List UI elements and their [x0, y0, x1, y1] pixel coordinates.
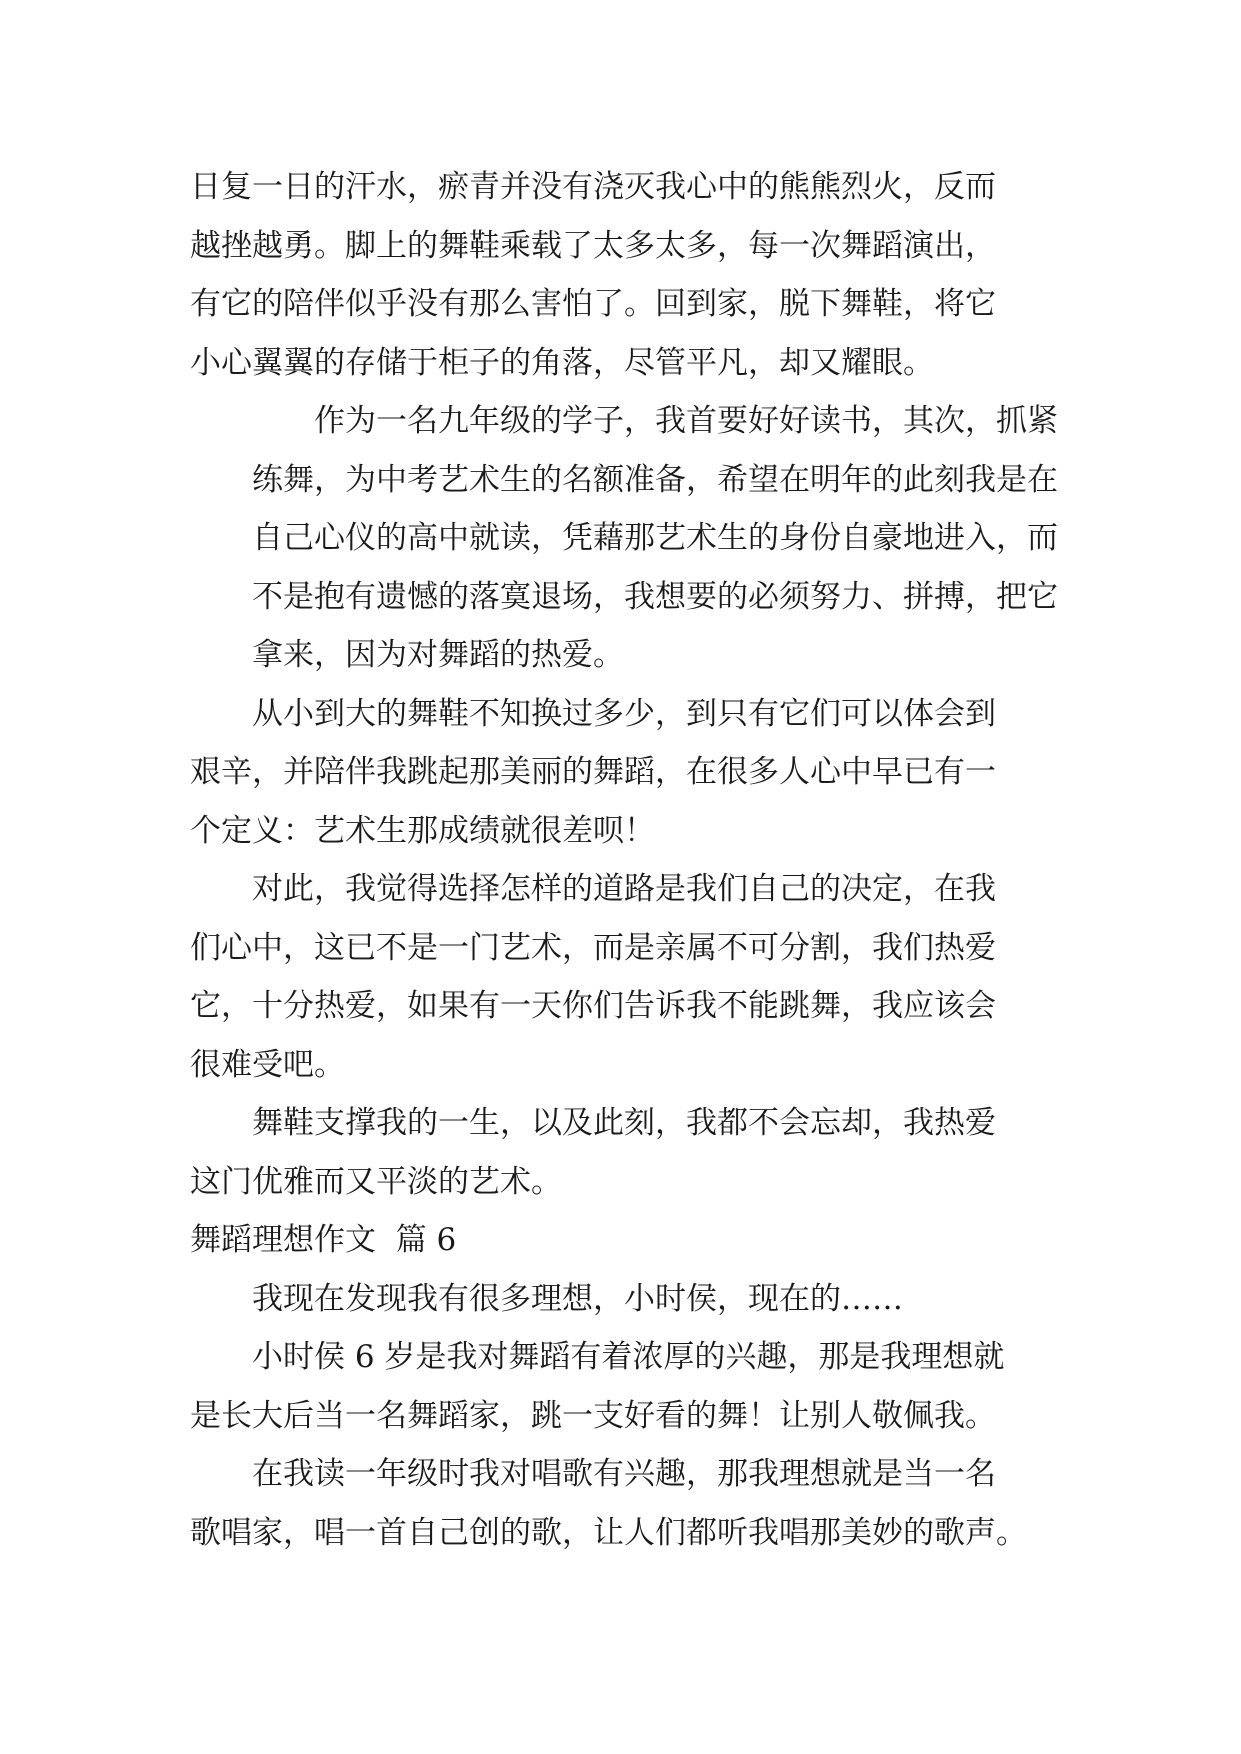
text-line: 不是抱有遗憾的落寞退场，我想要的必须努力、拼搏，把它 [252, 578, 1058, 615]
text-line: 艰辛，并陪伴我跳起那美丽的舞蹈，在很多人心中早已有一 [190, 754, 996, 790]
text-line: 个定义：艺术生那成绩就很差呗！ [190, 812, 655, 849]
text-line: 这门优雅而又平淡的艺术。 [190, 1163, 562, 1200]
essay-text [190, 158, 1070, 1562]
paragraph [190, 1094, 1070, 1211]
text-line: 是长大后当一名舞蹈家，跳一支好看的舞！让别人敬佩我。 [190, 1397, 996, 1434]
text-line: 自己心仪的高中就读，凭藉那艺术生的身份自豪地进入，而 [252, 520, 1058, 556]
paragraph [190, 1445, 1070, 1562]
text-line: 小时侯 6 岁是我对舞蹈有着浓厚的兴趣，那是我理想就 [252, 1339, 1005, 1375]
paragraph [190, 392, 1070, 685]
text-line: 拿来，因为对舞蹈的热爱。 [252, 637, 624, 673]
text-line: 们心中，这已不是一门艺术，而是亲属不可分割，我们热爱 [190, 929, 996, 966]
text-line: 歌唱家，唱一首自己创的歌，让人们都听我唱那美妙的歌声。 [190, 1514, 1027, 1551]
text-line: 有它的陪伴似乎没有那么害怕了。回到家，脱下舞鞋，将它 [190, 286, 996, 322]
text-line: 日复一日的汗水，瘀青并没有浇灭我心中的熊熊烈火，反而 [190, 169, 996, 205]
paragraph [190, 685, 1070, 861]
text-line: 它，十分热爱，如果有一天你们告诉我不能跳舞，我应该会 [190, 988, 996, 1024]
text-line: 越挫越勇。脚上的舞鞋乘载了太多太多，每一次舞蹈演出， [190, 227, 996, 264]
text-line: 我现在发现我有很多理想，小时侯，现在的…… [252, 1280, 903, 1317]
text-line: 小心翼翼的存储于柜子的角落，尽管平凡，却又耀眼。 [190, 344, 934, 381]
section-heading [190, 1211, 1070, 1270]
text-line: 舞鞋支撑我的一生，以及此刻，我都不会忘却，我热爱 [252, 1105, 996, 1141]
heading-line: 舞蹈理想作文 篇 6 [190, 1222, 457, 1258]
paragraph [190, 158, 1070, 392]
text-line: 在我读一年级时我对唱歌有兴趣，那我理想就是当一名 [252, 1456, 996, 1492]
text-line: 很难受吧。 [190, 1046, 345, 1083]
text-line: 作为一名九年级的学子，我首要好好读书，其次，抓紧 [314, 403, 1058, 439]
paragraph [190, 1328, 1070, 1445]
text-line: 练舞，为中考艺术生的名额准备，希望在明年的此刻我是在 [252, 461, 1058, 498]
text-line: 对此，我觉得选择怎样的道路是我们自己的决定，在我 [252, 871, 996, 907]
text-line: 从小到大的舞鞋不知换过多少，到只有它们可以体会到 [252, 695, 996, 732]
paragraph [190, 860, 1070, 1094]
paragraph [190, 1270, 1070, 1329]
